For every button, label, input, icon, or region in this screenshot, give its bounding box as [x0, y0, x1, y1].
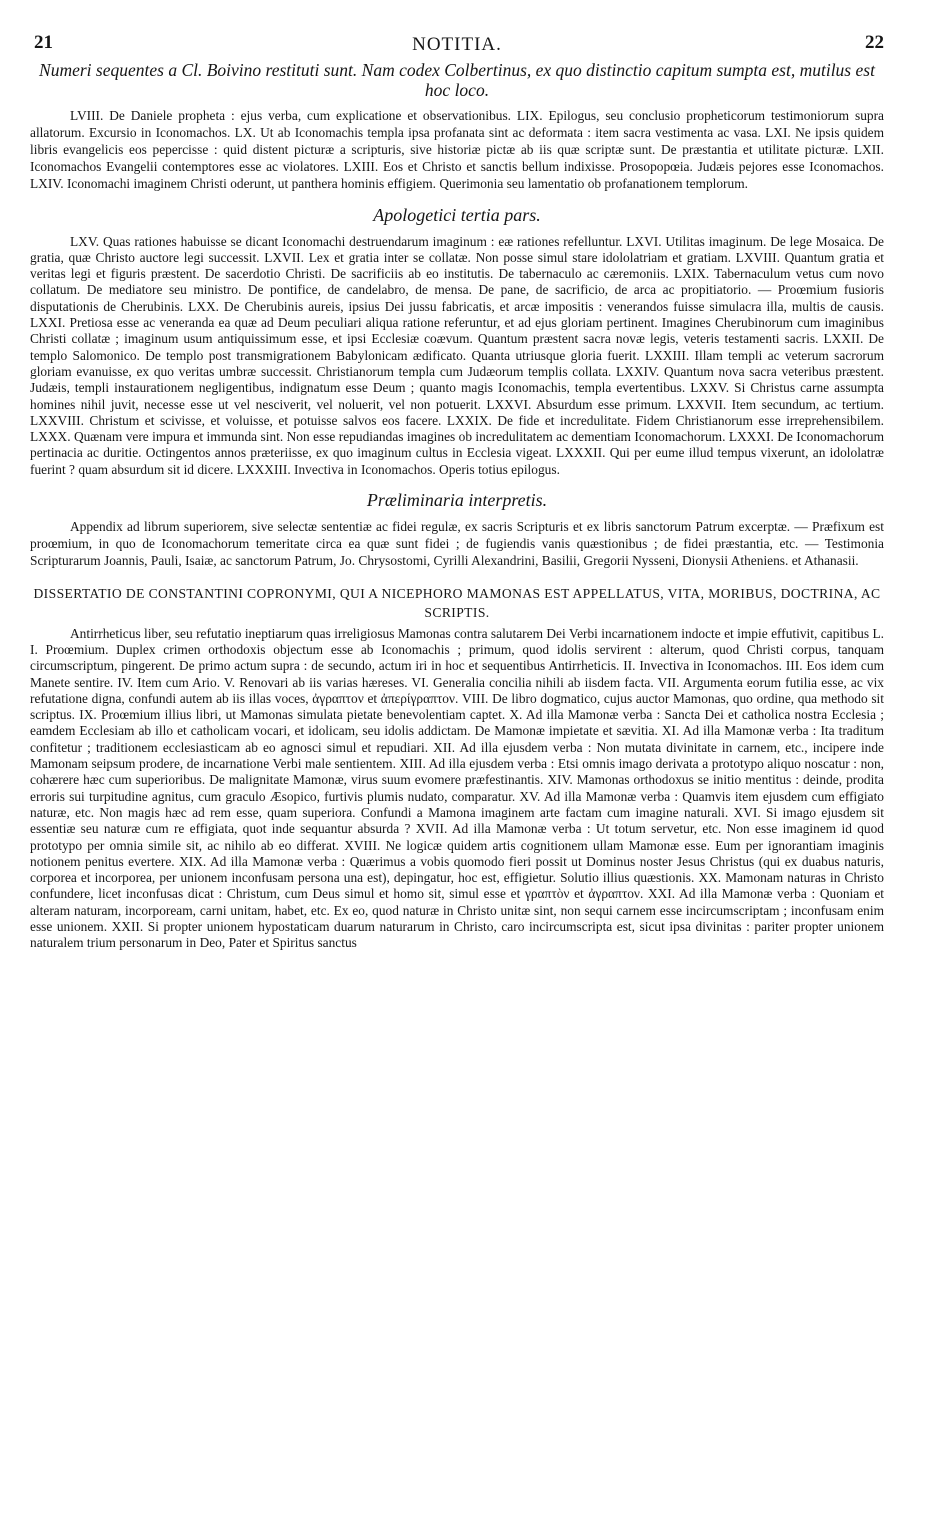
chapter-list-1: LVIII. De Daniele propheta : ejus verba, cum explicatione et observationibus. LIX. Epilogus, seu conclusio propheticorum testimoniorum supra allatorum. Excursio in Iconomachos. LX. Ut ab Iconomachis templa ipsa profanata sint ac deformata : item sacra vestimenta ac vasa. LXI. Ne ipsis quidem libris evangelicis eos pepercisse : quid distent picturæ a scripturis, sive historiæ pictæ ab iis quæ scriptæ sunt. De præstantia et utilitate picturæ. LXII. Iconomachos Evangelii contemptores esse ac violatores. LXIII. Eos et Christo et sanctis bellum indixisse. Prosopopœia. Judæis pejores esse Iconomachos. LXIV. Iconomachi imaginem Christi oderunt, ut panthera hominis effigiem. Querimonia seu lamentatio ob profanationem templorum. — [30, 108, 884, 191]
section-title-apologetici: Apologetici tertia pars. — [373, 204, 541, 225]
dissertation-title: DISSERTATIO DE CONSTANTINI COPRONYMI, QUI A NICEPHORO MAMONAS EST APPELLATUS, VITA, MORIBUS, DOCTRINA, AC SCRIPTIS. — [33, 585, 881, 620]
page-header — [30, 26, 884, 54]
page-number-right: 22 — [865, 32, 884, 53]
antirrheticus-paragraph: Antirrheticus liber, seu refutatio ineptiarum quas irreligiosus Mamonas contra salutarem Dei Verbi incarnationem indocte et impie effutivit, capitibus L. I. Proœmium. Duplex crimen orthodoxis objectum esse ab Iconomachis ; primum, quod idolis servirent : alterum, quod Christi corpus, tanquam circumscriptum, pingerent. De primo actum supra : de secundo, actum iri in hoc et sequentibus Antirrheticis. II. Invectiva in Iconomachos. III. Eos idem cum Manete sentire. IV. Item cum Ario. V. Renovari ab iis varias hæreses. VI. Generalia concilia nihili ab iisdem facta. VII. Argumenta eorum futilia esse, ac vix refutatione digna, confundi autem ab iis illas voces, ἀγραπτον et ἀπερίγραπτον. VIII. De libro dogmatico, cujus auctor Mamonas, quo ordine, qua methodo sit scriptus. IX. Proœmium illius libri, ut Mamonas simulata pietate benevolentiam captet. X. Ad illa Mamonæ verba : Sancta Dei et catholica nostra Ecclesia ; eamdem Ecclesiam ab illo et catholicam vocari, et idolicam, seu idolis addictam. De Mamonæ impietate et sævitia. XI. Ad illa Mamonæ verba : Ita traditum confitetur ; traditionem ecclesiasticam ab eo agnosci simul et repudiari. XII. Ad illa ejusdem verba : Non mutata divinitate in carnem, etc., incipere inde Mamonam seipsum prodere, de incarnatione Verbi male sentientem. XIII. Ad illa ejusdem verba : Etsi omnis imago derivata a prototypo aliquo noscatur : non, cohærere hæc cum superioribus. De malignitate Mamonæ, virus suum evomere præfestinantis. XIV. Mamonas orthodoxus se initio mentitus : deinde, prodita erroris sui turpitudine agnitus, cum graculo Æsopico, furtivis plumis nudato, comparatur. XV. Ad illa Mamonæ verba : Quamvis item ejusdem cum effigiato naturæ, etc. Non magis hæc ad rem esse, quam superiora. Confundi a Mamona imaginem arte factam cum imagine naturali. XVI. Si imago ejusdem sit essentiæ seu naturæ cum re effigiata, quot inde sequantur absurda ? XVII. Ad illa Mamonæ verba : Ut totum servetur, etc. Non esse imaginem id quod prototypo per omnia simile sit, ac nihilo ab eo differat. XVIII. Ne logicæ quidem artis cognitionem ullam Mamonæ esse. Eum per ignorantiam imaginis notionem penitus evertere. XIX. Ad illa Mamonæ verba : Quærimus a vobis quomodo fieri possit ut Dominus noster Jesus Christus (qui ex duabus naturis, corporea et incorporea, per unionem inconfusam persona una est), depingatur, hoc est, effigietur. Solutio illius quæstionis. XX. Mamonam naturas in Christo confundere, licet inconfusas dicat : Christum, cum Deus simul et homo sit, simul esse et γραπτὸν et ἀγραπτον. XXI. Ad illa Mamonæ verba : Quoniam et alteram naturam, incorpoream, carni unitam, habet, etc. Ex eo, quod naturæ in Christo unitæ sint, non sequi carnem esse incircumscriptam ; inconfusam enim esse unionem. XXII. Si propter unionem hypostaticam duarum naturarum in Christo, caro incircumscripta est, sicut ipsa divinitas : pariter propter unionem naturalem trium personarum in Deo, Pater et Spiritus sanctus — [30, 625, 884, 951]
page-number-left: 21 — [34, 32, 53, 53]
appendix-paragraph: Appendix ad librum superiorem, sive selectæ sententiæ ac fidei regulæ, ex sacris Scripturis et ex libris sanctorum Patrum excerptæ. — Præfixum est proœmium, in quo de Iconomachorum temeritate circa ea quæ sunt fidei ; de fugiendis vanis quæstionibus ; de fidei præstantia, etc. — Testimonia Scripturarum Joannis, Pauli, Isaiæ, ac sanctorum Patrum, Jo. Chrysostomi, Cyrilli Alexandrini, Basilii, Gregorii Nysseni, Dionysii Atheniens. et Athanasii. — [30, 518, 884, 568]
chapter-list-2: LXV. Quas rationes habuisse se dicant Iconomachi destruendarum imaginum : eæ rationes refelluntur. LXVI. Utilitas imaginum. De lege Mosaica. De gratia, quæ Christo auctore legi successit. LXVII. Lex et gratia inter se collatæ. Non posse simul stare idololatriam et gratiam. LXVIII. Quantum gratia et veritas legi et figuris præstent. De sacerdotio Christi. De sacrificiis ab eo institutis. De tabernaculo ac cæremoniis. LXIX. Tabernaculum vetus cum novo collatum. De mediatore seu ministro. De pontifice, de candelabro, de mensa. De pane, de sacrificio, de arca ac propitiatorio. — Proœmium fusioris disputationis de Cherubinis. LXX. De Cherubinis aureis, ipsius Dei jussu fabricatis, et arcæ impositis : venerandos fuisse simulacra illa, multis de causis. LXXI. Pretiosa esse ac veneranda ea quæ ad Deum peculiari aliqua ratione referuntur, et ad ejus gloriam pertinent. Imagines Cherubinorum cum imaginibus Christi collatæ ; imaginum usum antiquissimum esse, et ipsi Ecclesiæ coævum. Quantum præstent sacra novæ legis, veteris testamenti sacris. LXXII. De templo Salomonico. De templo post transmigrationem Babylonicam ædificato. Quanta utriusque gloria fuerit. LXXIII. Illam templi ac veterum sacrorum gloriam evanuisse, ex quo veritas umbræ successit. Christianorum templa cum Judæorum templis collata. LXXIV. Quantum nova sacra veteribus præstent. Judæis, templi instaurationem negligentibus, indignatum esse Deum ; quanto magis Iconomachis, templa evertentibus. LXXV. Si Christus carne assumpta homines nihil juvit, necesse esse ut vel nesciverit, vel noluerit, vel non potuerit. LXXVI. Absurdum esse primum. LXXVII. Item secundum, ac tertium. LXXVIII. Christum et scivisse, et voluisse, et potuisse salvos eos facere. LXXIX. De fide et incredulitate. Fidem Christianorum esse irreprehensibilem. LXXX. Quænam vere impura et immunda sint. Non esse repudiandas imagines ob incredulitatem ac dementiam Iconomachorum. LXXXI. De Iconomachorum pertinacia ac duritie. Octingentos annos præteriisse, ex quo imaginum cultus in Ecclesia vigeat. LXXXII. Qui per eume illud tempus vixerunt, an idololatræ fuerint ? quam absurdum sit id dicere. LXXXIII. Invectiva in Iconomachos. Operis totius epilogus. — [30, 233, 884, 477]
running-title: NOTITIA. — [412, 34, 502, 55]
intro-note: Numeri sequentes a Cl. Boivino restituti sunt. Nam codex Colbertinus, ex quo distinctio capitum sumpta est, mutilus est hoc loco. — [39, 60, 875, 100]
section-title-praeliminaria: Præliminaria interpretis. — [366, 489, 548, 510]
